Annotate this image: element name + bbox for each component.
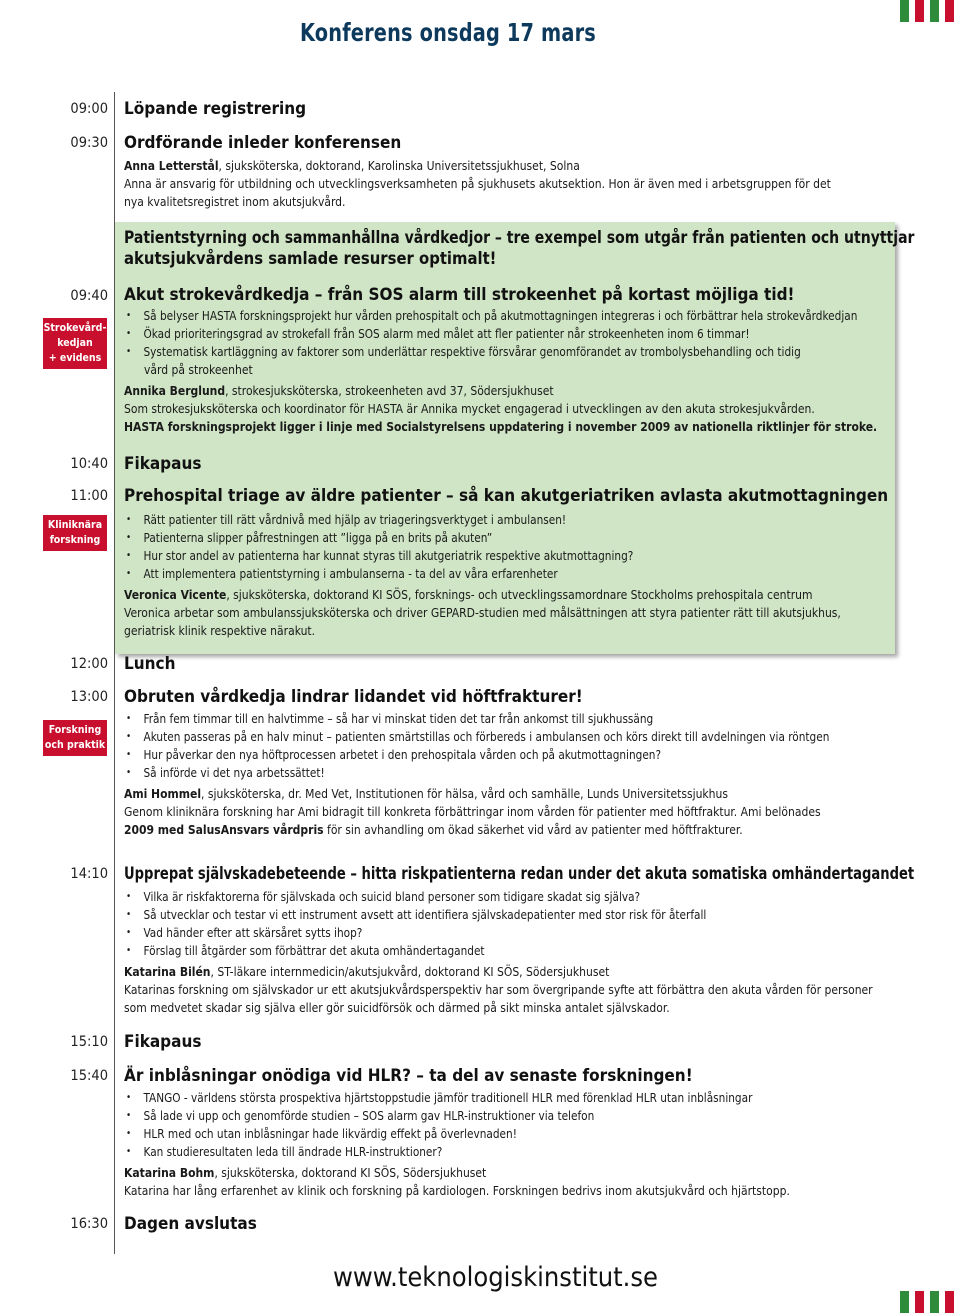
list-item: • Så införde vi det nya arbetssättet!	[124, 764, 894, 782]
speaker-bio: Som strokesjuksköterska och koordinator för HASTA är Annika mycket engagerad i utvecklingen av den akuta strokesjukvården.	[124, 402, 815, 416]
session-heading: Akut strokevårdkedja – från SOS alarm till strokeenhet på kortast möjliga tid!	[124, 285, 795, 305]
session-1540: Är inblåsningar onödiga vid HLR? – ta del av senaste forskningen! • TANGO - världens största prospektiva hjärtstoppstudie jämför traditionell HLR med förenklad HLR utan inblåsningar • Så lade vi upp och genomförde studien – SOS alarm gav HLR-instruktioner via telefon • HLR med och utan inblåsningar hade likvärdig effekt på överlevnaden! • Kan studieresultaten leda till ändrade HLR-instruktioner? Katarina Bohm, sjuksköterska, doktorand KI SÖS, Södersjukhuset Katarina har lång erfarenhet av klinik och forskning på kardiologen. Forskningen bedrivs inom akutsjukvård och hjärtstopp.	[124, 1066, 914, 1200]
session-1040	[124, 454, 914, 474]
tag-forskning-och-praktik: Forskning och praktik	[43, 720, 107, 756]
speaker-bio: nya kvalitetsregistret inom akutsjukvård.	[124, 195, 346, 209]
session-note: HASTA forskningsprojekt ligger i linje med Socialstyrelsens uppdatering i november 2009 av nationella riktlinjer för stroke.	[124, 420, 878, 434]
session-1200	[124, 654, 914, 674]
footer-url[interactable]: www.teknologiskinstitut.se	[333, 1262, 658, 1293]
list-item: • Patienterna slipper påfrestningen att ”ligga på en brits på akuten”	[124, 529, 894, 547]
list-item: • Vilka är riskfaktorerna för självskada och suicid bland personer som tidigare skadat sig själva?	[124, 888, 894, 906]
list-item: • Akuten passeras på en halv minut – patienten smärtstillas och förbereds i ambulansen och körs direkt till avdelningen via röntgen	[124, 728, 894, 746]
session-heading: Löpande registrering	[124, 99, 307, 119]
list-item: • Förslag till åtgärder som förbättrar det akuta omhändertagandet	[124, 942, 894, 960]
session-1410: Upprepat självskadebeteende – hitta riskpatienterna redan under det akuta somatiska omhändertagandet • Vilka är riskfaktorerna för självskada och suicid bland personer som tidigare skadat sig själva? • Så utvecklar och testar vi ett instrument avsett att identifiera självskadepatienter med stor risk för återfall • Vad händer efter att skärsåret sytts ihop? • Förslag till åtgärder som förbättrar det akuta omhändertagandet Katarina Bilén, ST-läkare internmedicin/akutsjukvård, doktorand KI SÖS, Södersjukhuset Katarinas forskning om självskador ur ett akutsjukvårdsperspektiv har som övergripande syfte att förbättra den akuta vården för personer som medvetet skadar sig själva eller gör suicidförsök och därmed på sikt minska antalet självskador.	[124, 864, 914, 1017]
time-1630: 16:30	[70, 1216, 108, 1232]
time-1300: 13:00	[70, 689, 108, 705]
session-heading: Ordförande inleder konferensen	[124, 133, 402, 153]
session-0900	[124, 99, 914, 119]
list-item: • Systematisk kartläggning av faktorer som underlättar respektive försvårar genomförandet av trombolysbehandling och tidig	[124, 343, 894, 361]
speaker-name: Annika Berglund	[124, 384, 226, 398]
session-0940: Akut strokevårdkedja – från SOS alarm till strokeenhet på kortast möjliga tid! • Så belyser HASTA forskningsprojekt hur vården prehospitalt och på akutmottagningen integreras i och förbättrar hela strokevårdkedjan • Ökad prioriteringsgrad av strokefall från SOS alarm med målet att fler patienter når strokeenheten inom 6 timmar! • Systematisk kartläggning av faktorer som underlättar respektive försvårar genomförandet av trombolysbehandling och tidig vård på strokeenhet Annika Berglund, strokesjuksköterska, strokeenheten avd 37, Södersjukhuset Som strokesjuksköterska och koordinator för HASTA är Annika mycket engagerad i utvecklingen av den akuta strokesjukvården. HASTA forskningsprojekt ligger i linje med Socialstyrelsens uppdatering i november 2009 av nationella riktlinjer för stroke.	[124, 285, 914, 436]
theme-heading: Patientstyrning och sammanhållna vårdkedjor – tre exempel som utgår från patienten och utnyttjar akutsjukvårdens samlade resurser optimalt!	[124, 228, 915, 268]
session-heading: Fikapaus	[124, 1032, 202, 1052]
speaker-name: Anna Letterstål	[124, 159, 219, 173]
session-heading: Obruten vårdkedja lindrar lidandet vid höftfrakturer!	[124, 687, 583, 707]
time-0930: 09:30	[70, 135, 108, 151]
list-item: • TANGO - världens största prospektiva hjärtstoppstudie jämför traditionell HLR med förenklad HLR utan inblåsningar	[124, 1089, 894, 1107]
speaker-bio: Katarina har lång erfarenhet av klinik och forskning på kardiologen. Forskningen bedrivs inom akutsjukvård och hjärtstopp.	[124, 1184, 790, 1198]
list-item: • Hur påverkar den nya höftprocessen arbetet i den prehospitala vården och på akutmottagningen?	[124, 746, 894, 764]
time-1100: 11:00	[70, 488, 108, 504]
time-1410: 14:10	[70, 866, 108, 882]
decorative-stripes-top	[898, 0, 960, 22]
list-item: • Rätt patienter till rätt vårdnivå med hjälp av triageringsverktyget i ambulansen!	[124, 511, 894, 529]
time-0900: 09:00	[70, 101, 108, 117]
list-item: • Så utvecklar och testar vi ett instrument avsett att identifiera självskadepatienter med stor risk för återfall	[124, 906, 894, 924]
time-0940: 09:40	[70, 288, 108, 304]
session-1630	[124, 1214, 914, 1234]
tag-kliniknara-forskning: Kliniknära forskning	[43, 515, 107, 551]
list-item: • Hur stor andel av patienterna har kunnat styras till akutgeriatrik respektive akutmottagning?	[124, 547, 894, 565]
session-heading: Är inblåsningar onödiga vid HLR? – ta del av senaste forskningen!	[124, 1066, 693, 1086]
speaker-bio: Veronica arbetar som ambulanssjuksköterska och driver GEPARD-studien med målsättningen att styra patienter rätt till akutsjukhus,	[124, 606, 841, 620]
session-1510	[124, 1032, 914, 1052]
speaker-name: Katarina Bilén	[124, 965, 211, 979]
page-title: Konferens onsdag 17 mars	[300, 18, 596, 47]
list-item: • Kan studieresultaten leda till ändrade HLR-instruktioner?	[124, 1143, 894, 1161]
session-heading: Lunch	[124, 654, 176, 674]
time-1200: 12:00	[70, 656, 108, 672]
list-item: • Från fem timmar till en halvtimme – så har vi minskat tiden det tar från ankomst till sjukhussäng	[124, 710, 894, 728]
time-1040: 10:40	[70, 456, 108, 472]
speaker-bio: Katarinas forskning om självskador ur ett akutsjukvårdsperspektiv har som övergripande syfte att förbättra den akuta vården för personer	[124, 983, 873, 997]
list-item: • Vad händer efter att skärsåret sytts ihop?	[124, 924, 894, 942]
speaker-bio: Genom kliniknära forskning har Ami bidragit till konkreta förbättringar inom vården för patienter med höftfraktur. Ami belönades	[124, 805, 821, 819]
session-1300: Obruten vårdkedja lindrar lidandet vid höftfrakturer! • Från fem timmar till en halvtimme – så har vi minskat tiden det tar från ankomst till sjukhussäng • Akuten passeras på en halv minut – patienten smärtstillas och förbereds i ambulansen och körs direkt till avdelningen via röntgen • Hur påverkar den nya höftprocessen arbetet i den prehospitala vården och på akutmottagningen? • Så införde vi det nya arbetssättet! Ami Hommel, sjuksköterska, dr. Med Vet, Institutionen för hälsa, vård och samhälle, Lunds Universitetssjukhus Genom kliniknära forskning har Ami bidragit till konkreta förbättringar inom vården för patienter med höftfraktur. Ami belönades 2009 med SalusAnsvars vårdpris för sin avhandling om ökad säkerhet vid vård av patienter med höftfrakturer.	[124, 687, 914, 839]
speaker-bio: geriatrisk klinik respektive närakut.	[124, 624, 316, 638]
speaker-name: Katarina Bohm	[124, 1166, 215, 1180]
list-item: • Så lade vi upp och genomförde studien – SOS alarm gav HLR-instruktioner via telefon	[124, 1107, 894, 1125]
speaker-name: Veronica Vicente	[124, 588, 227, 602]
list-item: • Ökad prioriteringsgrad av strokefall från SOS alarm med målet att fler patienter når strokeenheten inom 6 timmar!	[124, 325, 894, 343]
speaker-bio: som medvetet skadar sig själva eller gör suicidförsök och därmed på sikt minska antalet självskador.	[124, 1001, 670, 1015]
speaker-bio: Anna är ansvarig för utbildning och utvecklingsverksamheten på sjukhusets akutsektion. Hon är även med i arbetsgruppen för det	[124, 177, 831, 191]
session-heading: Fikapaus	[124, 454, 202, 474]
time-1510: 15:10	[70, 1034, 108, 1050]
session-0930: Ordförande inleder konferensen Anna Letterstål, sjuksköterska, doktorand, Karolinska Universitetssjukhuset, Solna Anna är ansvarig för utbildning och utvecklingsverksamheten på sjukhusets akutsektion. Hon är även med i arbetsgruppen för det nya kvalitetsregistret inom akutsjukvård.	[124, 133, 914, 211]
list-item: • Att implementera patientstyrning i ambulanserna - ta del av våra erfarenheter	[124, 565, 894, 583]
speaker-name: Ami Hommel	[124, 787, 202, 801]
tag-strokevardkedjan: Strokevård- kedjan + evidens	[43, 318, 107, 369]
award-name: 2009 med SalusAnsvars vårdpris	[124, 823, 324, 837]
decorative-stripes-bottom	[898, 1291, 960, 1313]
list-item: • Så belyser HASTA forskningsprojekt hur vården prehospitalt och på akutmottagningen integreras i och förbättrar hela strokevårdkedjan	[124, 307, 894, 325]
session-heading: Dagen avslutas	[124, 1214, 257, 1234]
time-1540: 15:40	[70, 1068, 108, 1084]
list-item-continuation: vård på strokeenhet	[144, 363, 253, 377]
session-heading: Prehospital triage av äldre patienter – så kan akutgeriatriken avlasta akutmottagningen	[124, 486, 889, 506]
session-heading: Upprepat självskadebeteende – hitta riskpatienterna redan under det akuta somatiska omhändertagandet	[124, 864, 915, 884]
session-1100: Prehospital triage av äldre patienter – så kan akutgeriatriken avlasta akutmottagningen • Rätt patienter till rätt vårdnivå med hjälp av triageringsverktyget i ambulansen! • Patienterna slipper påfrestningen att ”ligga på en brits på akuten” • Hur stor andel av patienterna har kunnat styras till akutgeriatrik respektive akutmottagning? • Att implementera patientstyrning i ambulanserna - ta del av våra erfarenheter Veronica Vicente, sjuksköterska, doktorand KI SÖS, forsknings- och utvecklingssamordnare Stockholms prehospitala centrum Veronica arbetar som ambulanssjuksköterska och driver GEPARD-studien med målsättningen att styra patienter rätt till akutsjukhus, geriatrisk klinik respektive närakut.	[124, 486, 914, 640]
list-item: • HLR med och utan inblåsningar hade likvärdig effekt på överlevnaden!	[124, 1125, 894, 1143]
